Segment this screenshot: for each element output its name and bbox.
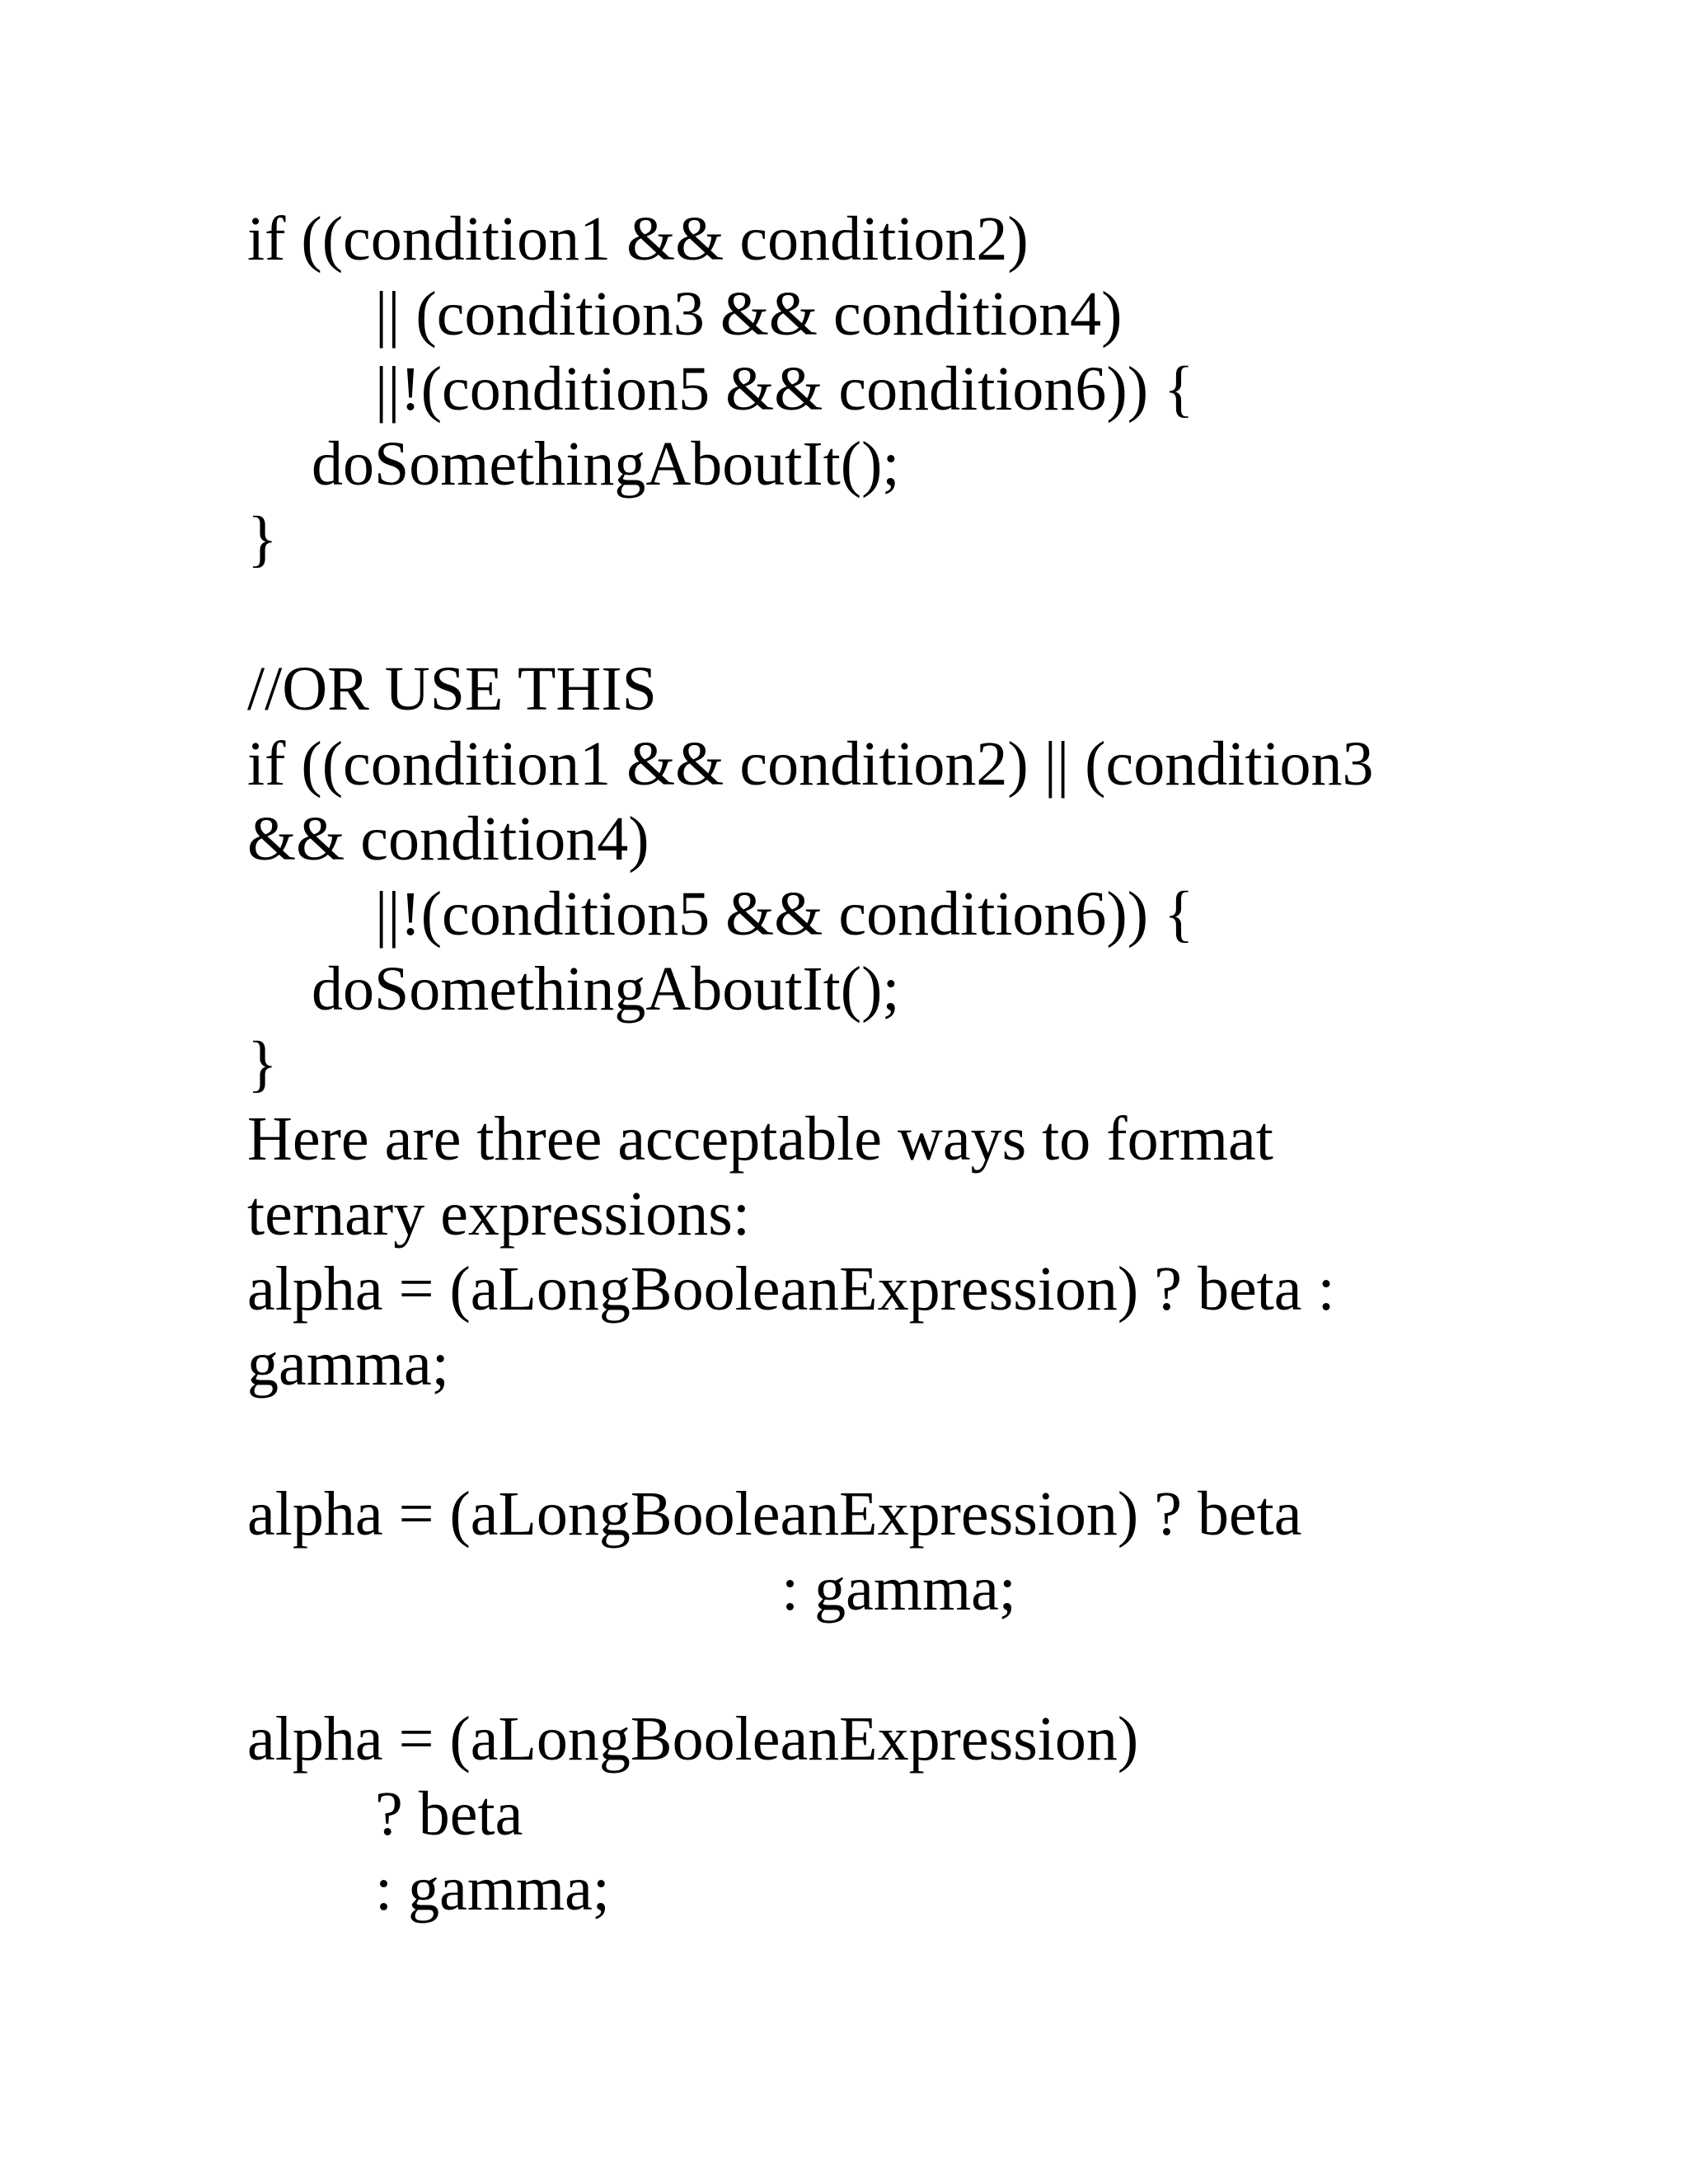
body-text: ternary expressions:: [247, 1179, 750, 1249]
code-line: ||!(condition5 && condition6)) {: [375, 354, 1194, 424]
code-comment: //OR USE THIS: [247, 654, 657, 724]
body-text: Here are three acceptable ways to format: [247, 1104, 1273, 1174]
code-line: alpha = (aLongBooleanExpression) ? beta :: [247, 1254, 1335, 1324]
code-line: }: [247, 504, 278, 574]
code-line: gamma;: [247, 1329, 449, 1399]
code-line: || (condition3 && condition4): [375, 279, 1123, 349]
code-line: ? beta: [375, 1779, 523, 1849]
code-line: alpha = (aLongBooleanExpression) ? beta: [247, 1479, 1302, 1549]
code-line: }: [247, 1029, 278, 1099]
code-line: && condition4): [247, 804, 649, 874]
code-line: doSomethingAboutIt();: [312, 954, 900, 1024]
code-line: doSomethingAboutIt();: [312, 429, 900, 499]
code-line: if ((condition1 && condition2) || (condition3: [247, 729, 1374, 799]
code-line: : gamma;: [375, 1854, 610, 1924]
code-line: alpha = (aLongBooleanExpression): [247, 1704, 1139, 1774]
code-line: if ((condition1 && condition2): [247, 204, 1029, 274]
code-line: ||!(condition5 && condition6)) {: [375, 879, 1194, 949]
code-line: : gamma;: [781, 1554, 1016, 1624]
